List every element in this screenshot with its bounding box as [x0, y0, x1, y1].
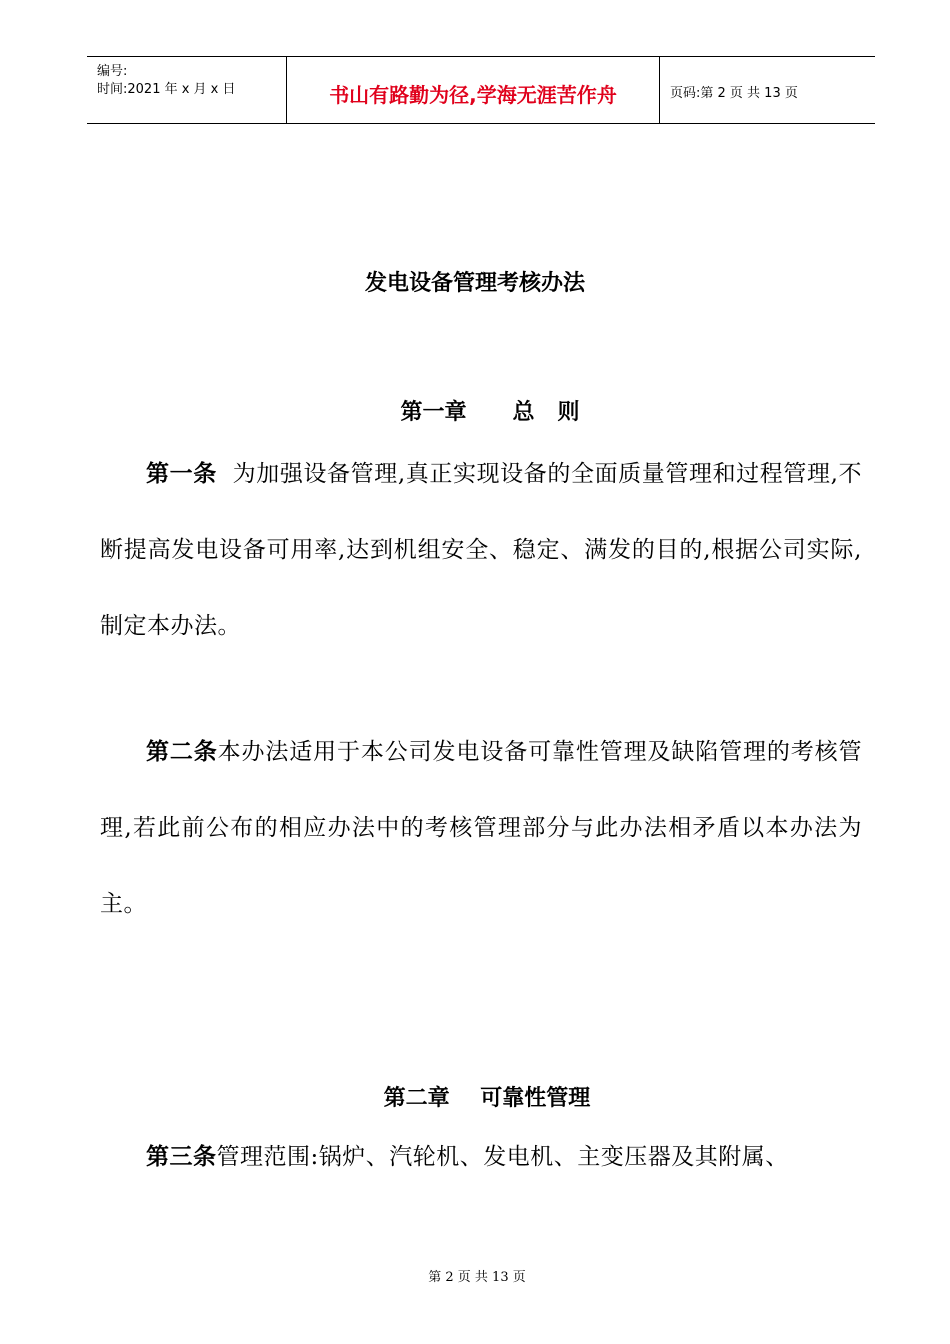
article-1-text: 为加强设备管理,真正实现设备的全面质量管理和过程管理,不断提高发电设备可用率,达到机组安全、稳定、满发的目的,根据公司实际,制定本办法。	[100, 461, 863, 639]
page-info: 页码:第 2 页 共 13 页	[670, 86, 798, 101]
chapter-2-heading: 第二章 可靠性管理	[383, 1086, 591, 1111]
article-1	[100, 436, 862, 664]
motto: 书山有路勤为径,学海无涯苦作舟	[329, 83, 617, 107]
page-header	[87, 56, 875, 124]
article-2	[100, 714, 862, 942]
article-3-label: 第三条	[146, 1144, 217, 1170]
serial-label: 编号:	[97, 64, 128, 79]
header-page-cell	[660, 57, 875, 123]
article-3-text: 管理范围:锅炉、汽轮机、发电机、主变压器及其附属、	[216, 1144, 789, 1170]
date-label: 时间:2021 年 x 月 x 日	[97, 82, 236, 97]
article-2-label: 第二条	[146, 739, 218, 765]
header-motto-cell	[287, 57, 660, 123]
article-1-label: 第一条	[146, 461, 217, 487]
page-footer: 第 2 页 共 13 页	[428, 1270, 526, 1285]
article-2-text: 本办法适用于本公司发电设备可靠性管理及缺陷管理的考核管理,若此前公布的相应办法中的考核管理部分与此办法相矛盾以本办法为主。	[100, 739, 863, 917]
document-title: 发电设备管理考核办法	[364, 271, 585, 296]
header-meta	[87, 57, 287, 123]
article-3	[100, 1119, 862, 1195]
chapter-1-heading: 第一章 总 则	[400, 400, 580, 425]
